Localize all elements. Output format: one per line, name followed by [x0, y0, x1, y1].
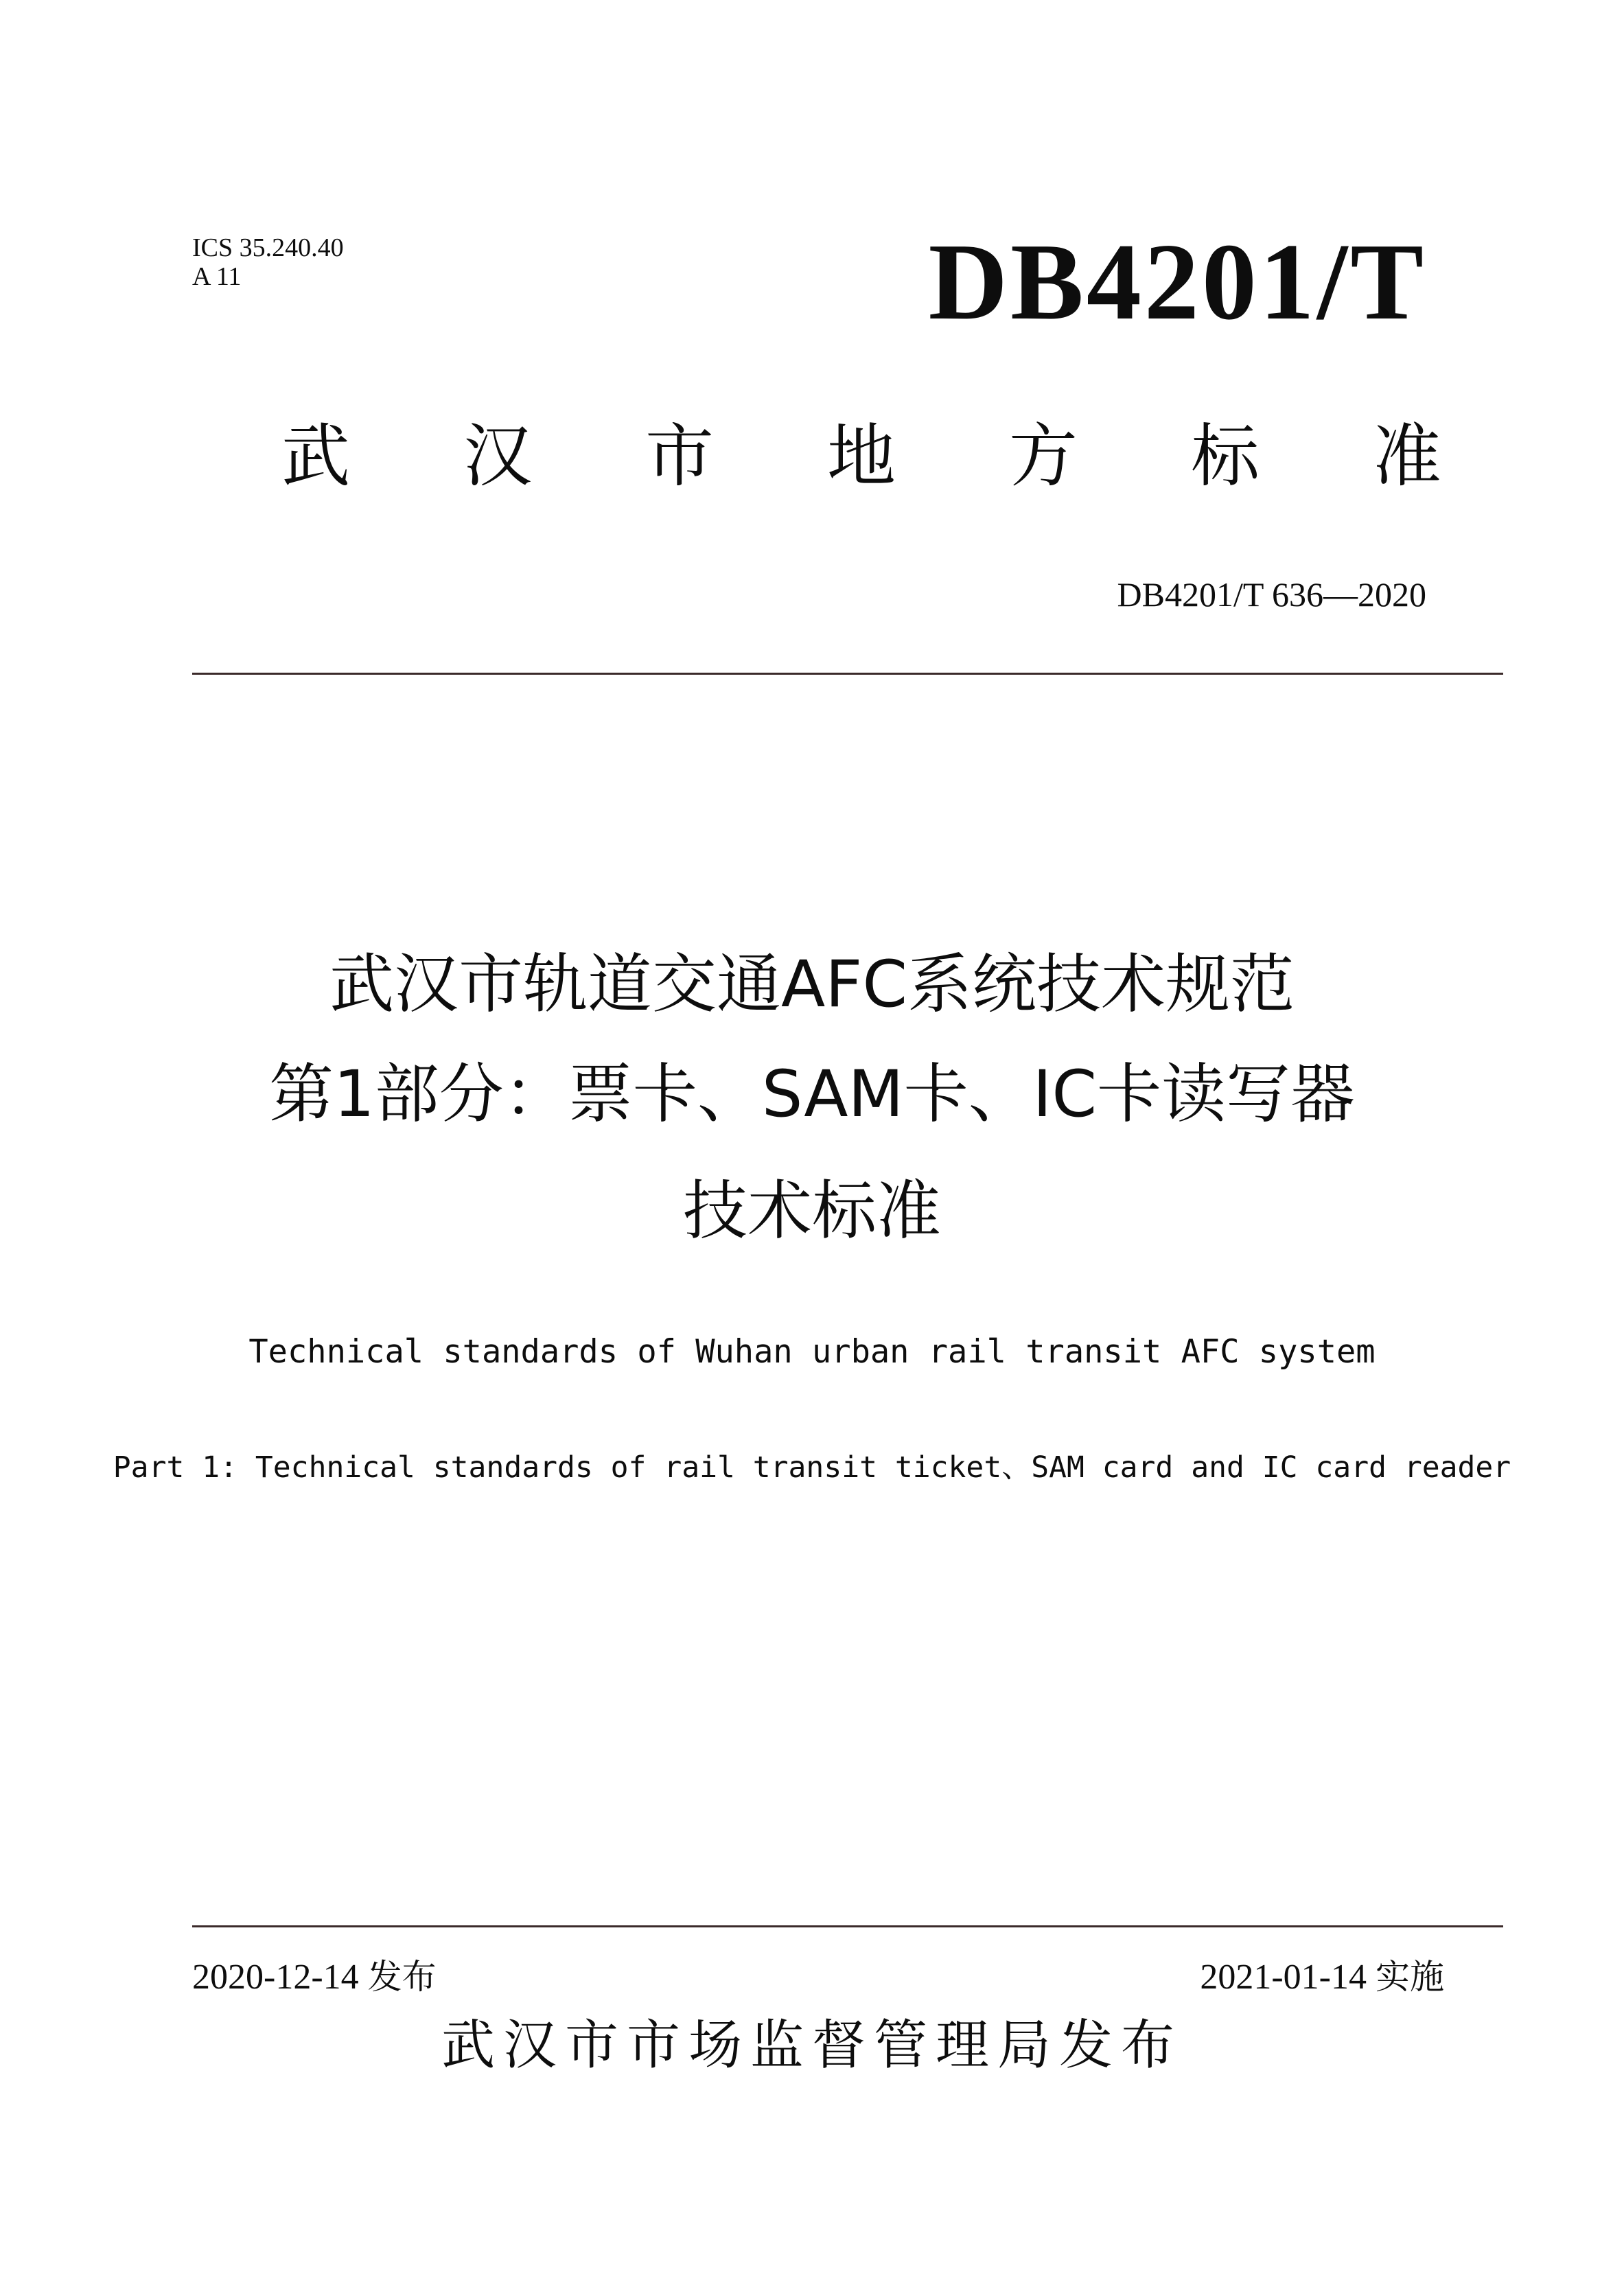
english-subtitle: Part 1: Technical standards of rail transit ticket、SAM card and IC card reader [113, 1450, 1511, 1485]
standard-type-char: 市 [645, 416, 714, 496]
standard-type-char: 汉 [463, 416, 532, 496]
implement-label: 实施 [1376, 1957, 1444, 1997]
title-line-2: 第1部分：票卡、SAM卡、IC卡读写器 [269, 1057, 1355, 1132]
ccs-code: A 11 [192, 262, 242, 291]
issue-date [192, 1956, 437, 1998]
standard-type-char: 方 [1009, 416, 1078, 496]
title-line-1: 武汉市轨道交通AFC系统技术规范 [329, 947, 1295, 1022]
standard-type-char: 准 [1373, 416, 1441, 496]
standard-code: DB4201/T [928, 220, 1426, 343]
top-divider [192, 673, 1503, 675]
english-title: Technical standards of Wuhan urban rail transit AFC system [248, 1333, 1376, 1371]
standard-type [281, 412, 1441, 501]
ics-code: ICS 35.240.40 [192, 233, 344, 262]
issue-date-value: 2020-12-14 [192, 1958, 359, 1997]
implement-date [1200, 1956, 1444, 1998]
standard-type-char: 标 [1191, 416, 1260, 496]
publisher: 武汉市市场监督管理局发布 [441, 2015, 1183, 2076]
standard-type-char: 地 [827, 416, 896, 496]
issue-label: 发布 [367, 1957, 437, 1997]
title-line-3: 技术标准 [682, 1174, 941, 1249]
standard-type-char: 武 [281, 416, 350, 496]
classification-codes [192, 233, 344, 291]
bottom-divider [192, 1925, 1503, 1927]
standard-number: DB4201/T 636—2020 [1117, 575, 1426, 614]
implement-date-value: 2021-01-14 [1200, 1958, 1367, 1997]
